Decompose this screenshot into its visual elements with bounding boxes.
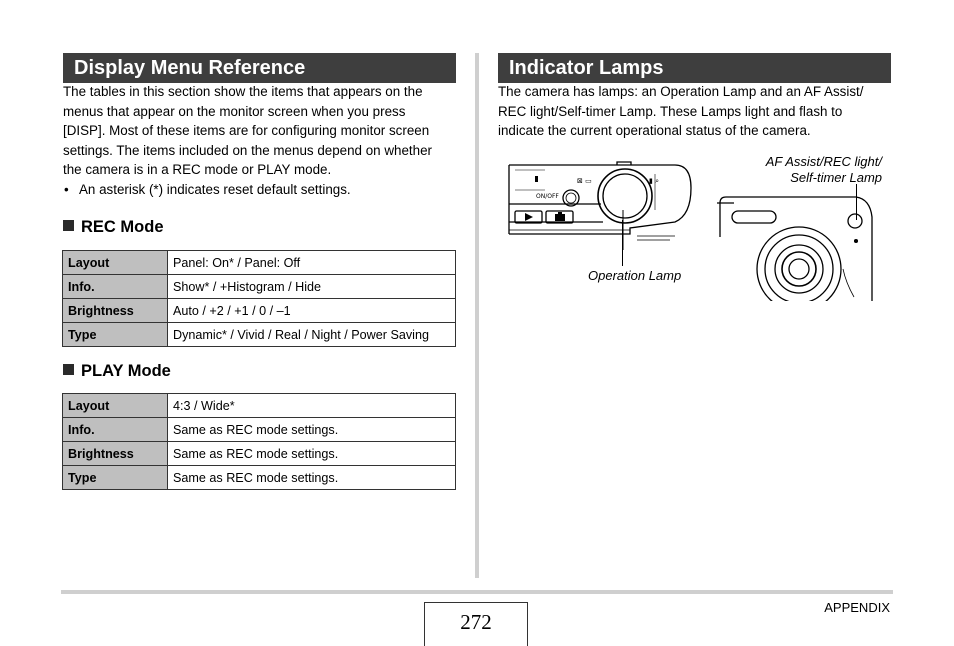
asterisk-note bbox=[64, 180, 351, 200]
intro-line: [DISP]. Most of these items are for configuring monitor screen bbox=[63, 123, 430, 139]
asterisk-note-text: An asterisk (*) indicates reset default settings. bbox=[79, 182, 351, 197]
table-value: Same as REC mode settings. bbox=[168, 442, 456, 466]
table-value: Show* / +Histogram / Hide bbox=[168, 275, 456, 299]
table-row bbox=[63, 323, 456, 347]
bullet-dot-icon: • bbox=[64, 182, 69, 197]
indicator-lamps-intro bbox=[498, 82, 898, 141]
footer-rule bbox=[61, 590, 893, 594]
display-menu-intro bbox=[63, 82, 463, 180]
intro-line: The camera has lamps: an Operation Lamp and an AF Assist/ bbox=[498, 84, 864, 99]
intro-line: REC light/Self-timer Lamp. These Lamps light and flash to bbox=[498, 103, 843, 119]
table-key: Info. bbox=[63, 418, 168, 442]
camera-front-view-illustration bbox=[716, 193, 878, 301]
table-row bbox=[63, 418, 456, 442]
intro-line: settings. The items included on the menus depend on whether bbox=[63, 142, 432, 158]
table-value: Same as REC mode settings. bbox=[168, 418, 456, 442]
table-key: Type bbox=[63, 323, 168, 347]
table-key: Brightness bbox=[63, 299, 168, 323]
zoom-icons: ▮ ⌕ bbox=[649, 177, 659, 185]
column-divider bbox=[475, 53, 479, 578]
table-value: 4:3 / Wide* bbox=[168, 394, 456, 418]
af-lamp-label-line: AF Assist/REC light/ bbox=[765, 154, 882, 169]
intro-line: The tables in this section show the items that appears on the bbox=[63, 84, 423, 99]
table-row bbox=[63, 442, 456, 466]
af-lamp-label-line: Self-timer Lamp bbox=[790, 170, 882, 185]
play-mode-heading-text: PLAY Mode bbox=[81, 362, 171, 380]
intro-line: indicate the current operational status of the camera. bbox=[498, 123, 811, 139]
table-key: Info. bbox=[63, 275, 168, 299]
rec-mode-heading-text: REC Mode bbox=[81, 218, 164, 236]
table-key: Brightness bbox=[63, 442, 168, 466]
play-mode-table bbox=[62, 393, 456, 490]
table-row bbox=[63, 466, 456, 490]
table-value: Panel: On* / Panel: Off bbox=[168, 251, 456, 275]
table-value: Dynamic* / Vivid / Real / Night / Power Saving bbox=[168, 323, 456, 347]
camera-top-view-illustration bbox=[505, 160, 700, 250]
operation-lamp-label: Operation Lamp bbox=[588, 268, 682, 283]
play-mode-heading bbox=[63, 362, 171, 381]
mode-icons: ⊠ ▭ bbox=[577, 177, 592, 185]
indicator-lamps-title: Indicator Lamps bbox=[498, 53, 891, 83]
rec-mode-table bbox=[62, 250, 456, 347]
table-value: Auto / +2 / +1 / 0 / –1 bbox=[168, 299, 456, 323]
square-bullet-icon bbox=[63, 220, 74, 231]
intro-line: the camera is in a REC mode or PLAY mode. bbox=[63, 162, 332, 178]
table-key: Type bbox=[63, 466, 168, 490]
af-assist-lamp-label bbox=[766, 154, 882, 186]
display-menu-reference-title: Display Menu Reference bbox=[63, 53, 456, 83]
rec-mode-heading bbox=[63, 218, 164, 237]
section-label: APPENDIX bbox=[824, 600, 890, 615]
table-key: Layout bbox=[63, 394, 168, 418]
table-row bbox=[63, 275, 456, 299]
table-row bbox=[63, 299, 456, 323]
table-value: Same as REC mode settings. bbox=[168, 466, 456, 490]
table-row bbox=[63, 394, 456, 418]
square-bullet-icon bbox=[63, 364, 74, 375]
intro-line: menus that appear on the monitor screen when you press bbox=[63, 103, 406, 119]
af-lamp-pointer bbox=[856, 184, 857, 220]
table-row bbox=[63, 251, 456, 275]
page-number: 272 bbox=[424, 602, 528, 646]
operation-lamp-pointer bbox=[622, 220, 623, 266]
on-off-label: ON/OFF bbox=[536, 193, 559, 200]
table-key: Layout bbox=[63, 251, 168, 275]
